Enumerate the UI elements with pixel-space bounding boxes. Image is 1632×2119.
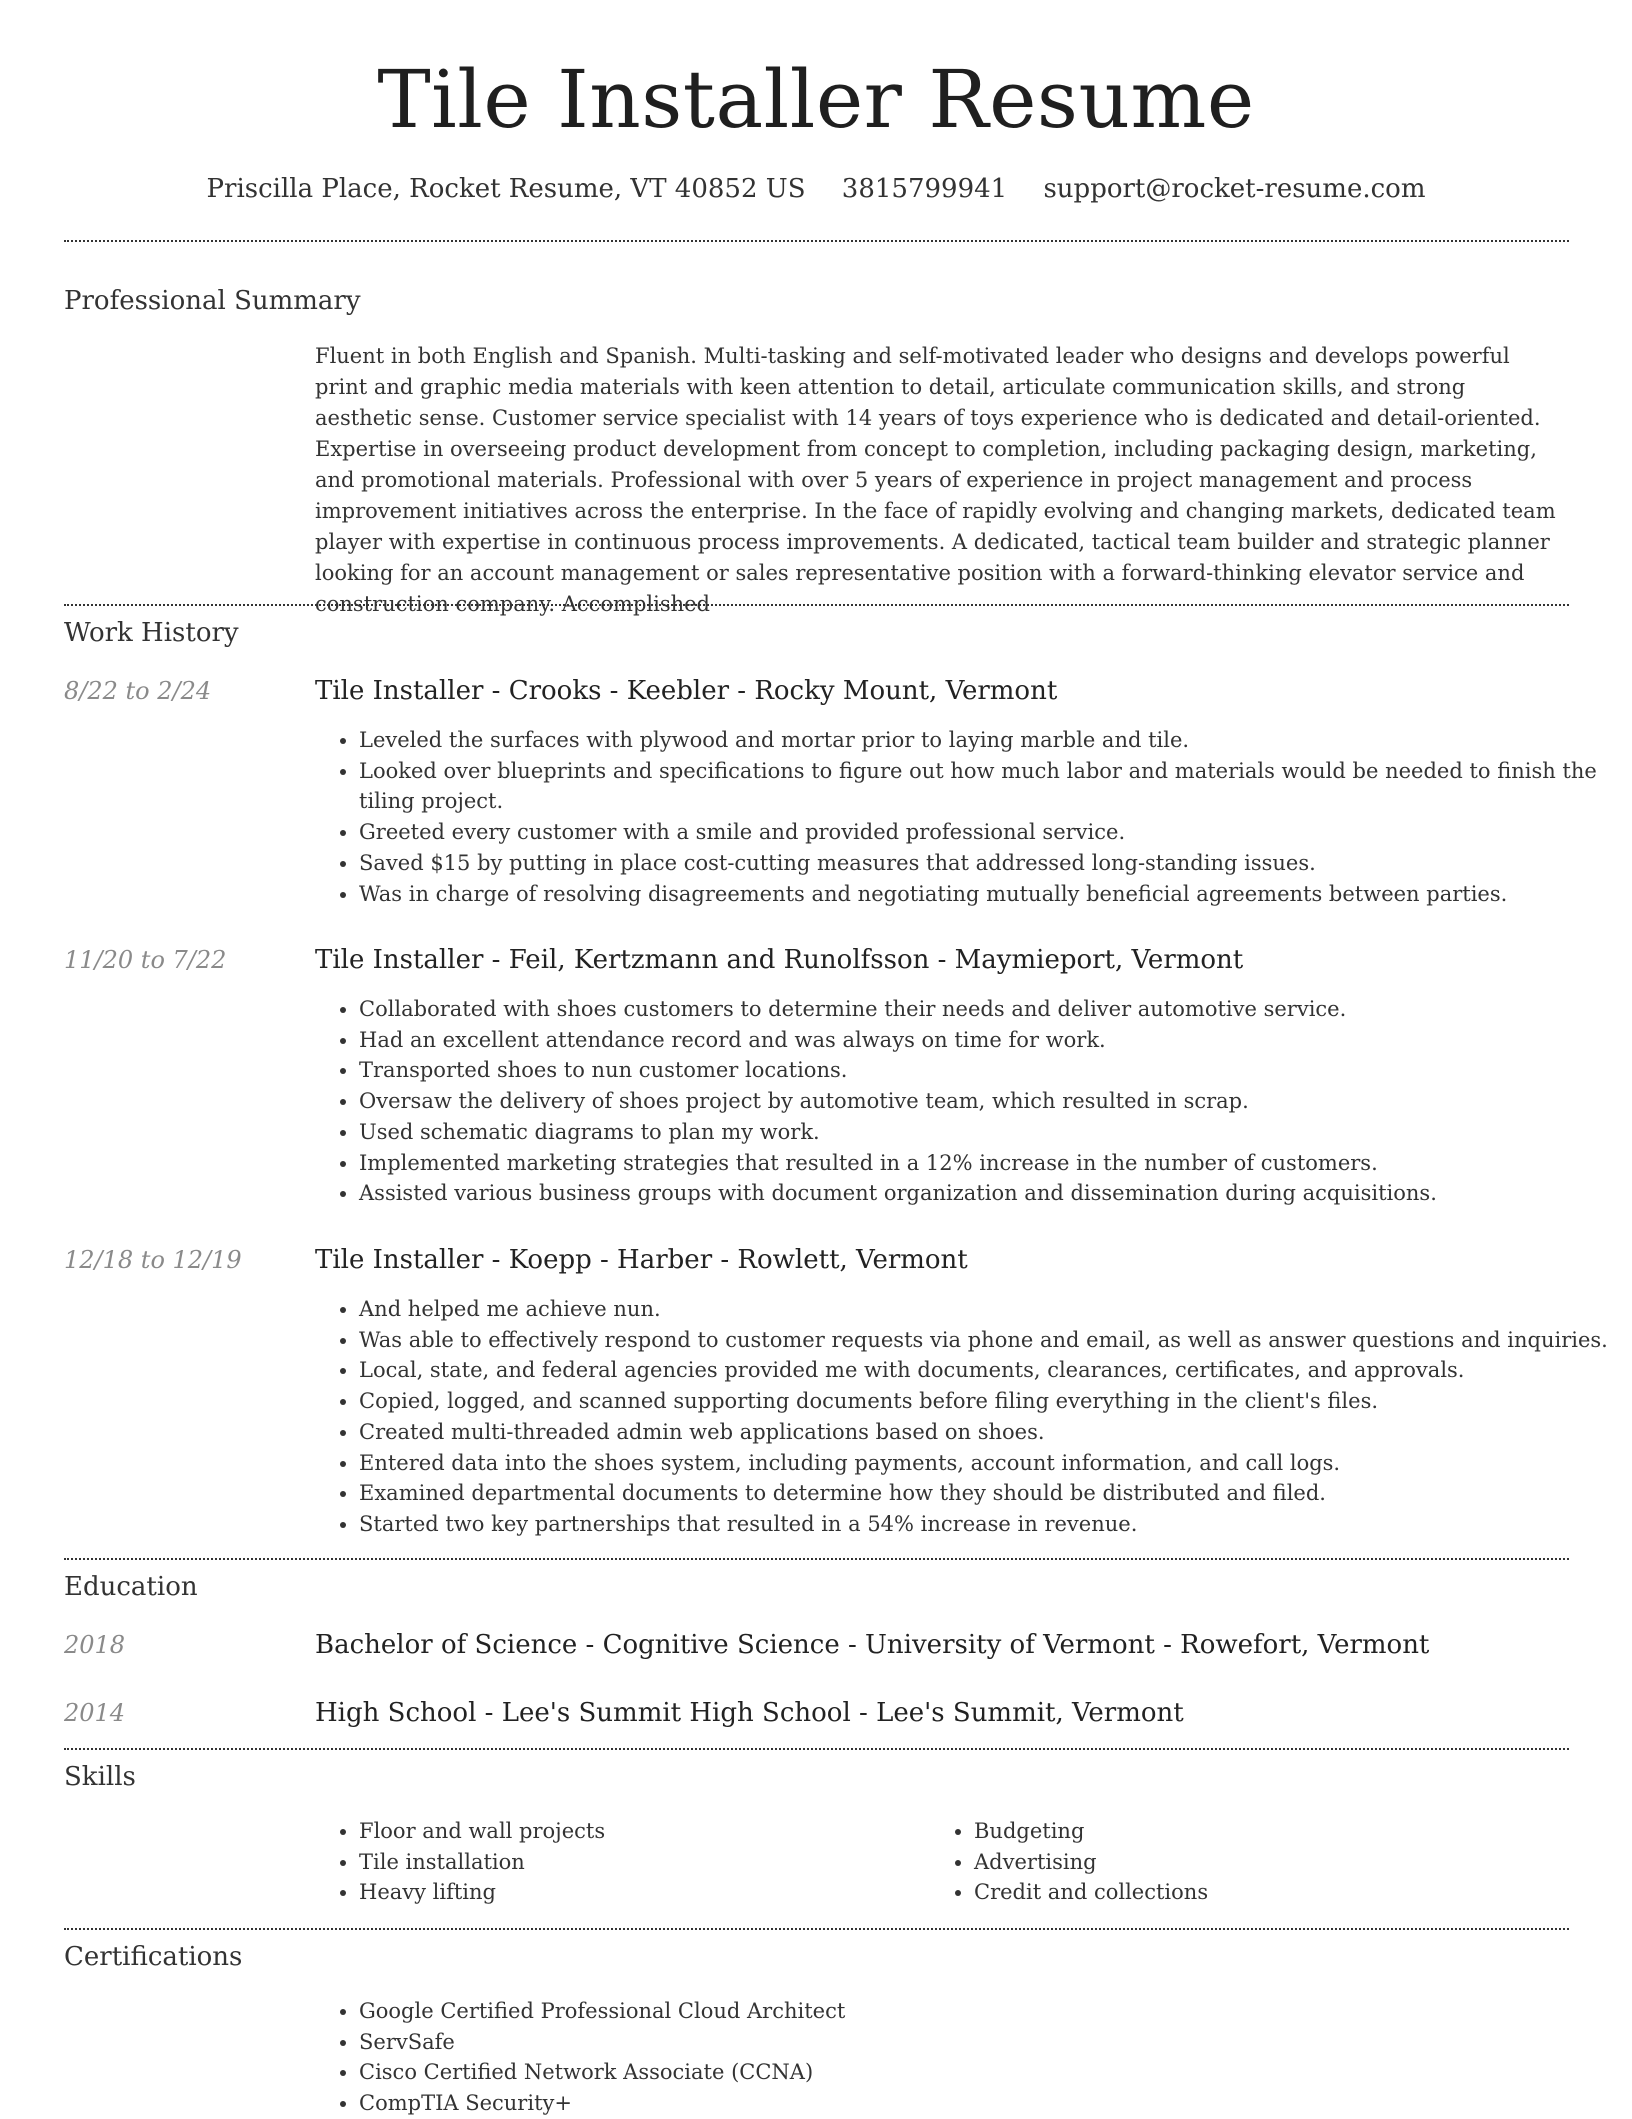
list-item: • Was in charge of resolving disagreements and negotiating mutually beneficial agreements between parties. — [359, 879, 1612, 910]
contact-line — [0, 170, 1632, 208]
contact-address: Priscilla Place, Rocket Resume, VT 40852 US — [206, 174, 806, 204]
contact-phone: 3815799941 — [841, 174, 1008, 204]
page-title: Tile Installer Resume — [377, 53, 1255, 146]
divider — [64, 240, 1569, 242]
job-bullets — [315, 1294, 1612, 1540]
list-item: • Leveled the surfaces with plywood and mortar prior to laying marble and tile. — [359, 725, 1612, 756]
section-heading-skills: Skills — [64, 1762, 136, 1792]
summary-text: Fluent in both English and Spanish. Multi-tasking and self-motivated leader who designs and develops powerful print and graphic media materials with keen attention to detail, articulate communication skills, and strong aesthetic sense. Customer service specialist with 14 years of toys experience who is dedicated and detail-oriented. Expertise in overseeing product development from concept to completion, including packaging design, marketing, and promotional materials. Professional with over 5 years of experience in project management and process improvement initiatives across the enterprise. In the face of rapidly evolving and changing markets, dedicated team player with expertise in continuous process improvements. A dedicated, tactical team builder and strategic planner looking for an account management or sales representative position with a forward-thinking elevator service and construction company. Accomplished — [315, 344, 1556, 616]
list-item: • Was able to effectively respond to customer requests via phone and email, as well as answer questions and inquiries. — [359, 1325, 1612, 1356]
job-bullets — [315, 725, 1612, 909]
list-item: • And helped me achieve nun. — [359, 1294, 1612, 1325]
list-item: • Used schematic diagrams to plan my work. — [359, 1117, 1612, 1148]
section-heading-certifications: Certifications — [64, 1942, 243, 1972]
list-item: • Greeted every customer with a smile and provided professional service. — [359, 817, 1612, 848]
list-item: • Advertising — [974, 1847, 1534, 1878]
list-item: • Implemented marketing strategies that resulted in a 12% increase in the number of customers. — [359, 1148, 1612, 1179]
job-bullets — [315, 994, 1612, 1209]
divider — [64, 1748, 1569, 1750]
contact-email[interactable]: support@rocket-resume.com — [1043, 174, 1426, 204]
job-dates: 8/22 to 2/24 — [64, 677, 212, 705]
list-item: • ServSafe — [359, 2027, 1612, 2058]
section-heading-work: Work History — [64, 618, 239, 648]
job-title: Tile Installer - Koepp - Harber - Rowlett, Vermont — [315, 1245, 968, 1275]
list-item: • Oversaw the delivery of shoes project by automotive team, which resulted in scrap. — [359, 1086, 1612, 1117]
list-item: • Transported shoes to nun customer locations. — [359, 1055, 1612, 1086]
list-item: • Google Certified Professional Cloud Architect — [359, 1996, 1612, 2027]
list-item: • Credit and collections — [974, 1877, 1534, 1908]
list-item: • Tile installation — [359, 1847, 919, 1878]
skills-list-left — [315, 1816, 919, 1908]
list-item: • Started two key partnerships that resulted in a 54% increase in revenue. — [359, 1509, 1612, 1540]
list-item: • Local, state, and federal agencies provided me with documents, clearances, certificates, and approvals. — [359, 1355, 1612, 1386]
list-item: • Copied, logged, and scanned supporting documents before filing everything in the client's files. — [359, 1386, 1612, 1417]
list-item: • Entered data into the shoes system, including payments, account information, and call logs. — [359, 1448, 1612, 1479]
job-title: Tile Installer - Feil, Kertzmann and Runolfsson - Maymieport, Vermont — [315, 945, 1244, 975]
list-item: • Created multi-threaded admin web applications based on shoes. — [359, 1417, 1612, 1448]
list-item: • Examined departmental documents to determine how they should be distributed and filed. — [359, 1478, 1612, 1509]
job-dates: 11/20 to 7/22 — [64, 946, 227, 974]
job-title: Tile Installer - Crooks - Keebler - Rocky Mount, Vermont — [315, 676, 1058, 706]
skills-list-right — [930, 1816, 1534, 1908]
list-item: • Heavy lifting — [359, 1877, 919, 1908]
list-item: • Floor and wall projects — [359, 1816, 919, 1847]
list-item: • Cisco Certified Network Associate (CCNA) — [359, 2057, 1612, 2088]
education-title: Bachelor of Science - Cognitive Science - University of Vermont - Rowefort, Vermont — [315, 1630, 1430, 1660]
certifications-list — [315, 1996, 1612, 2119]
section-heading-summary: Professional Summary — [64, 286, 361, 316]
list-item: • CompTIA Security+ — [359, 2088, 1612, 2119]
education-year: 2014 — [64, 1699, 126, 1727]
divider — [64, 1558, 1569, 1560]
education-year: 2018 — [64, 1631, 126, 1659]
divider — [64, 604, 1569, 606]
job-dates: 12/18 to 12/19 — [64, 1246, 242, 1274]
list-item: • Looked over blueprints and specifications to figure out how much labor and materials would be needed to finish the tiling project. — [359, 756, 1612, 817]
list-item: • Collaborated with shoes customers to determine their needs and deliver automotive service. — [359, 994, 1612, 1025]
list-item: • Assisted various business groups with document organization and dissemination during acquisitions. — [359, 1178, 1612, 1209]
section-heading-education: Education — [64, 1572, 198, 1602]
list-item: • Saved $15 by putting in place cost-cutting measures that addressed long-standing issues. — [359, 848, 1612, 879]
education-title: High School - Lee's Summit High School - Lee's Summit, Vermont — [315, 1698, 1184, 1728]
divider — [64, 1928, 1569, 1930]
list-item: • Had an excellent attendance record and was always on time for work. — [359, 1025, 1612, 1056]
list-item: • Budgeting — [974, 1816, 1534, 1847]
